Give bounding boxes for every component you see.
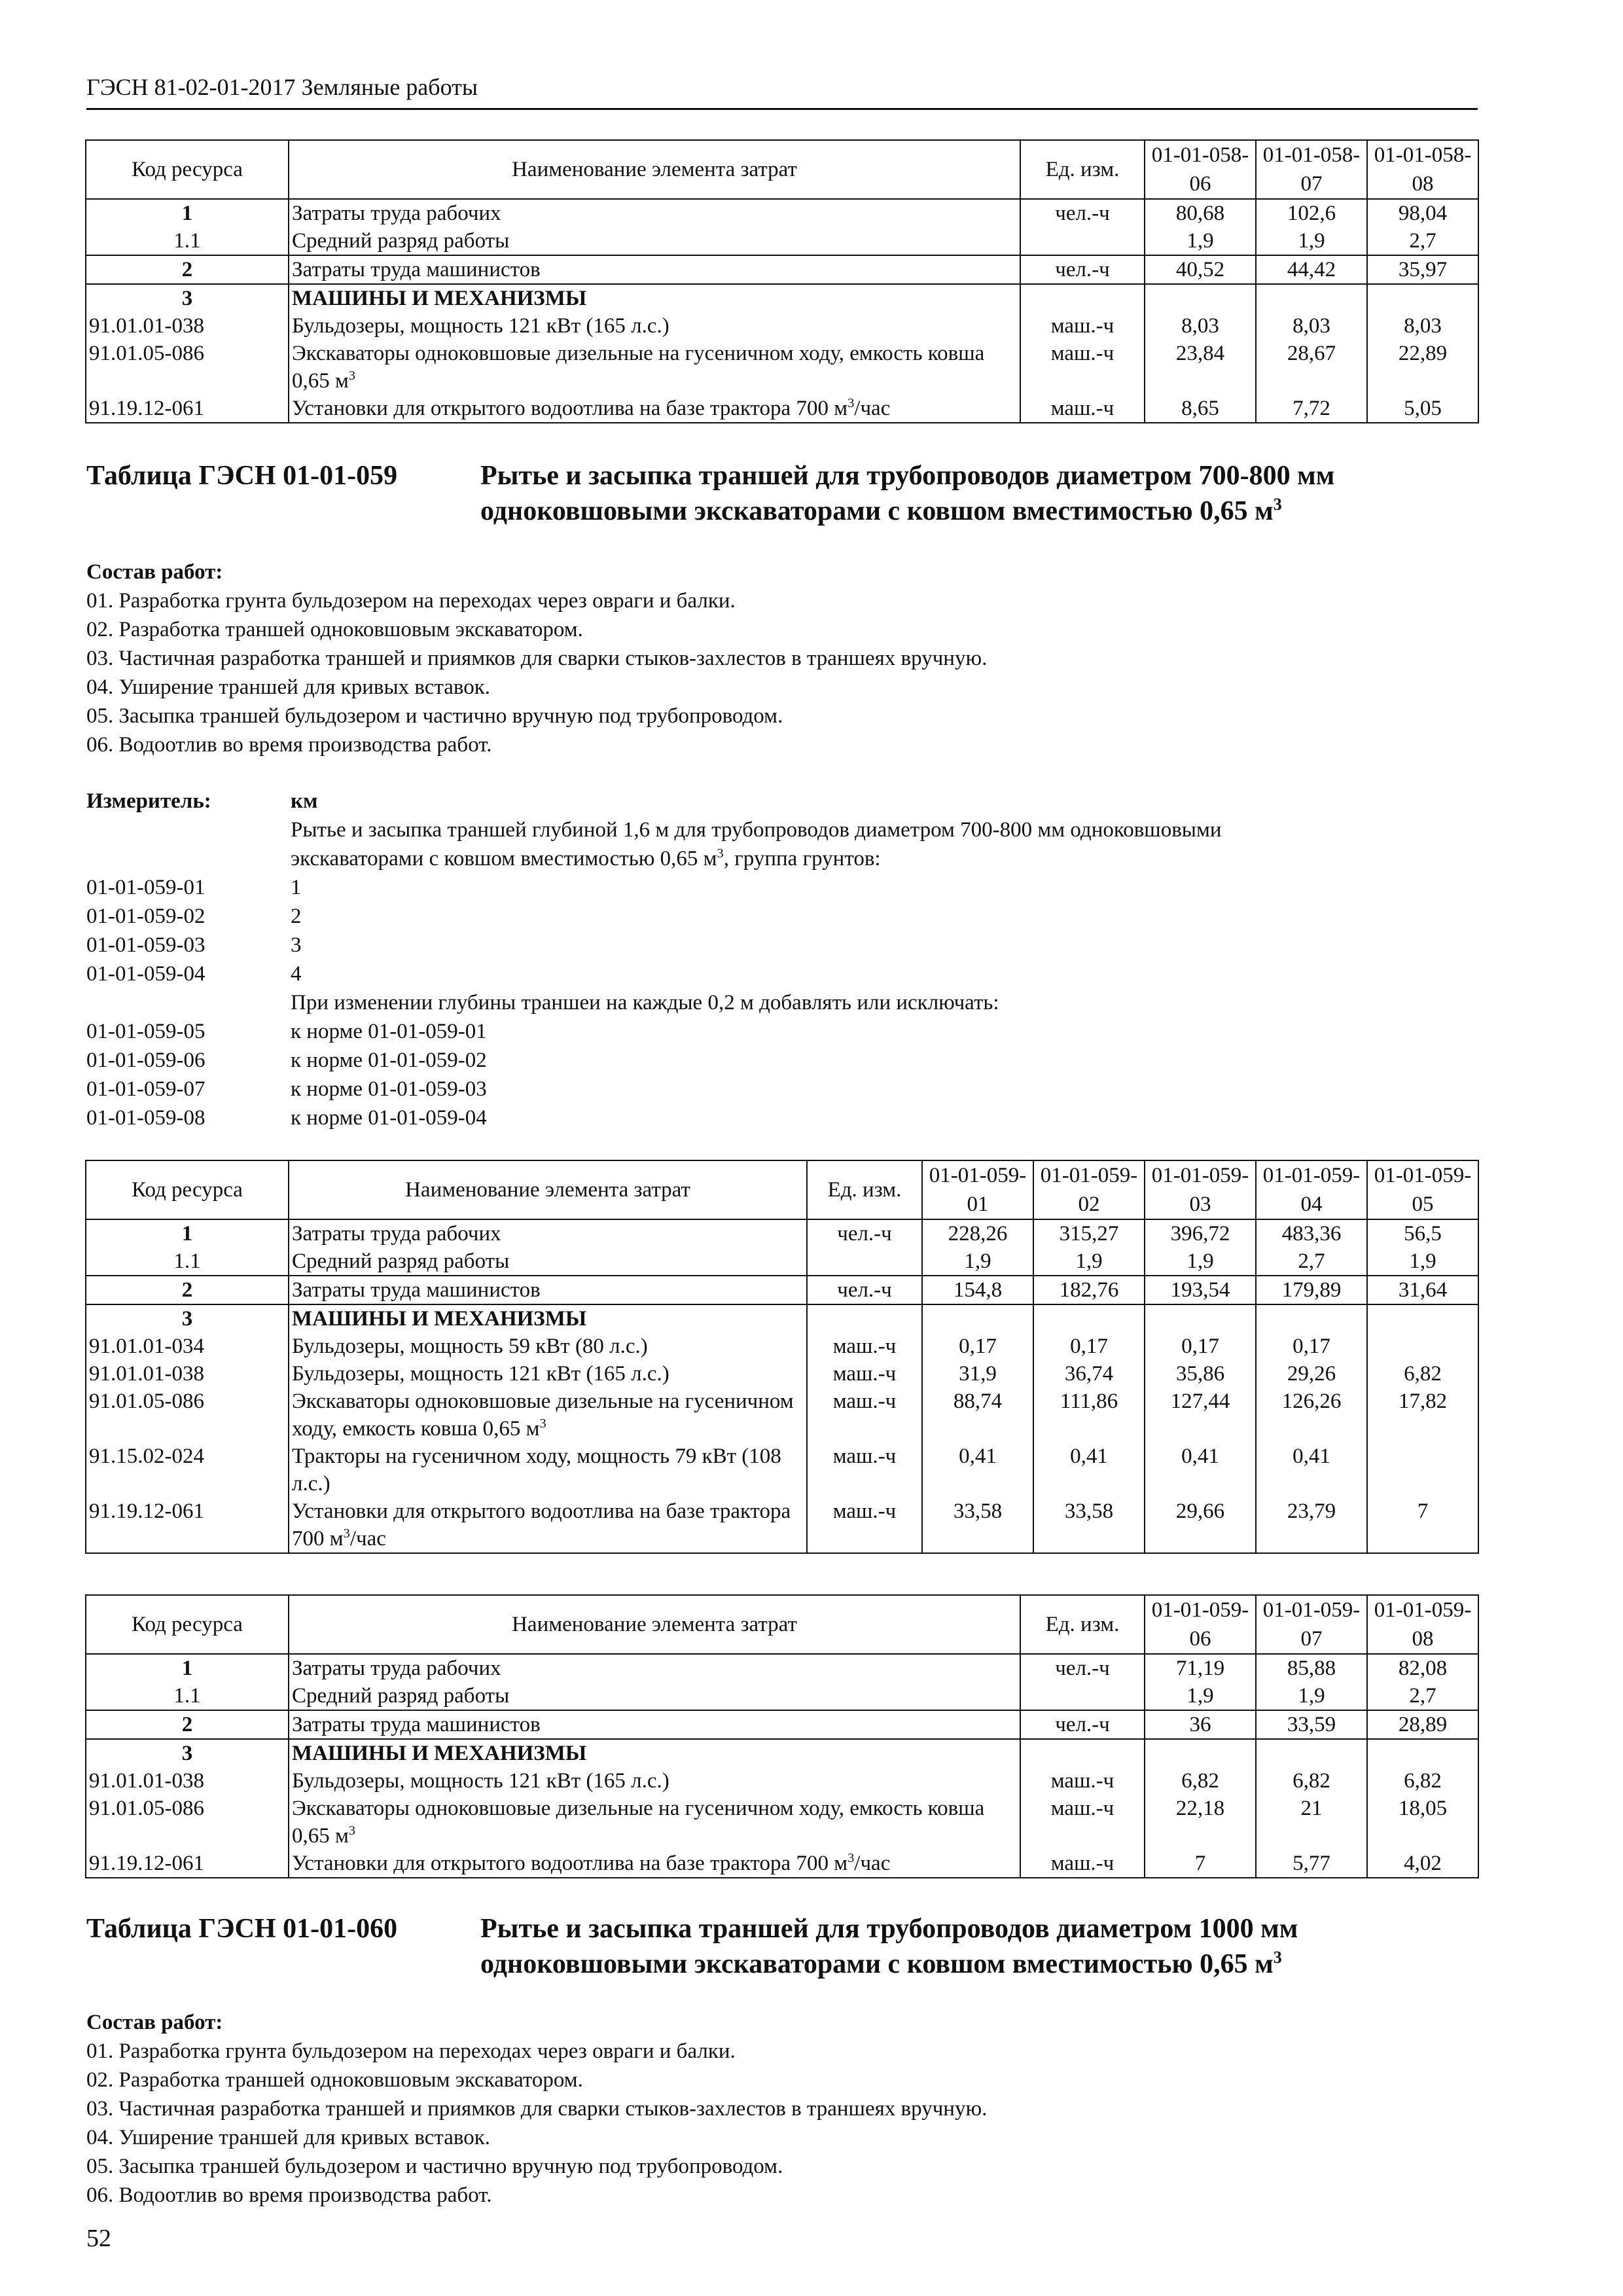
- norm-value: 88,74: [922, 1388, 1033, 1443]
- resource-code: 91.15.02-024: [86, 1443, 289, 1498]
- norm-value: 71,19: [1145, 1654, 1256, 1682]
- norm-value: 31,9: [922, 1360, 1033, 1388]
- resource-unit: чел.-ч: [1020, 255, 1145, 284]
- norm-text: 2: [291, 905, 302, 928]
- resource-unit: маш.-ч: [1020, 1767, 1145, 1795]
- norm-value: 98,04: [1367, 199, 1478, 227]
- resource-code: 1.1: [86, 1682, 289, 1710]
- norm-value: 193,54: [1145, 1276, 1256, 1304]
- table-header-row: [86, 140, 1478, 199]
- resource-code: 1: [86, 1654, 289, 1682]
- works-item: 05. Засыпка траншей бульдозером и частично вручную под трубопроводом.: [86, 704, 783, 728]
- table-row: [86, 1276, 1478, 1304]
- table-body: [86, 1219, 1478, 1553]
- resource-name: Затраты труда машинистов: [289, 1710, 1020, 1739]
- works-item: 06. Водоотлив во время производства работ.: [86, 733, 492, 757]
- norm-value: 0,17: [1256, 1333, 1367, 1360]
- resource-name: Экскаваторы одноковшовые дизельные на гусеничном ходу, емкость ковша 0,65 $м^3$: [289, 340, 1020, 395]
- norm-value: 5,77: [1256, 1850, 1367, 1878]
- norm-code: 01-01-059-08: [86, 1106, 205, 1130]
- norm-value: 35,97: [1367, 255, 1478, 284]
- table-row: [86, 1682, 1478, 1710]
- table-caption: Рытье и засыпка траншей для трубопроводов диаметром 700-800 мм одноковшовыми экскаваторами с ковшом вместимостью 0,65 $м^3$: [480, 461, 1335, 526]
- norm-value: 1,9: [1145, 1247, 1256, 1276]
- table-row: [86, 1247, 1478, 1276]
- resource-unit: [807, 1304, 922, 1333]
- resource-name: Экскаваторы одноковшовые дизельные на гусеничном ходу, емкость ковша 0,65 $м^3$: [289, 1388, 807, 1443]
- resource-name: Затраты труда рабочих: [289, 1654, 1020, 1682]
- norm-text: к норме 01-01-059-03: [291, 1077, 487, 1101]
- works-list-059: [86, 558, 1461, 759]
- resource-name: Экскаваторы одноковшовые дизельные на гусеничном ходу, емкость ковша 0,65 $м^3$: [289, 1795, 1020, 1850]
- norm-value: 7: [1367, 1498, 1478, 1553]
- col-header-unit: Ед. изм.: [807, 1160, 922, 1219]
- norm-value: 0,17: [1033, 1333, 1145, 1360]
- norm-value: 483,36: [1256, 1219, 1367, 1247]
- norm-value: [1256, 1304, 1367, 1333]
- resource-unit: [1020, 1739, 1145, 1767]
- table-row: [86, 1850, 1478, 1878]
- norm-value: 7: [1145, 1850, 1256, 1878]
- norm-value: 22,89: [1367, 340, 1478, 395]
- norm-value: 6,82: [1367, 1360, 1478, 1388]
- col-header-norm: 01-01-059-01: [922, 1160, 1033, 1219]
- norm-value: 33,58: [1033, 1498, 1145, 1553]
- norm-value: 102,6: [1256, 199, 1367, 227]
- norm-value: 2,7: [1367, 1682, 1478, 1710]
- norm-code: 01-01-059-01: [86, 876, 205, 899]
- table-body: [86, 199, 1478, 423]
- meter-unit: км: [291, 789, 318, 813]
- col-header-unit: Ед. изм.: [1020, 1595, 1145, 1654]
- norm-value: 36,74: [1033, 1360, 1145, 1388]
- resource-code: 91.19.12-061: [86, 1850, 289, 1878]
- table-row: [86, 1498, 1478, 1553]
- resource-unit: [1020, 227, 1145, 255]
- table-title-059: [86, 458, 1500, 530]
- norm-value: 315,27: [1033, 1219, 1145, 1247]
- col-header-norm: 01-01-059-08: [1367, 1595, 1478, 1654]
- works-item: 01. Разработка грунта бульдозером на переходах через овраги и балки.: [86, 589, 736, 613]
- table-title-060: [86, 1911, 1500, 1983]
- norm-code: 01-01-059-03: [86, 933, 205, 957]
- table-row: [86, 1304, 1478, 1333]
- norm-value: [1256, 1739, 1367, 1767]
- resource-name: Средний разряд работы: [289, 1682, 1020, 1710]
- works-list-060: [86, 2008, 1461, 2210]
- norm-value: 154,8: [922, 1276, 1033, 1304]
- meter-label: Измеритель:: [86, 789, 211, 813]
- works-heading: Состав работ:: [86, 2011, 223, 2034]
- norm-code: 01-01-059-04: [86, 962, 205, 986]
- norm-value: 396,72: [1145, 1219, 1256, 1247]
- resource-name: Тракторы на гусеничном ходу, мощность 79 кВт (108 л.с.): [289, 1443, 807, 1498]
- running-header: ГЭСН 81-02-01-2017 Земляные работы: [86, 74, 478, 100]
- norm-value: [1367, 1739, 1478, 1767]
- works-item: 03. Частичная разработка траншей и приямков для сварки стыков-захлестов в траншеях вручную.: [86, 647, 988, 670]
- resource-code: 91.01.05-086: [86, 1388, 289, 1443]
- depth-note: При изменении глубины траншеи на каждые 0,2 м добавлять или исключать:: [291, 991, 999, 1014]
- resource-code: 91.01.01-038: [86, 312, 289, 340]
- norm-value: 4,02: [1367, 1850, 1478, 1878]
- norm-value: [1367, 1304, 1478, 1333]
- norm-value: 33,58: [922, 1498, 1033, 1553]
- norm-text: к норме 01-01-059-02: [291, 1049, 487, 1072]
- resource-name: Бульдозеры, мощность 121 кВт (165 л.с.): [289, 312, 1020, 340]
- resource-unit: чел.-ч: [807, 1219, 922, 1247]
- norm-value: 40,52: [1145, 255, 1256, 284]
- norm-value: 1,9: [1367, 1247, 1478, 1276]
- works-item: 02. Разработка траншей одноковшовым экскаватором.: [86, 2068, 583, 2092]
- norm-value: 31,64: [1367, 1276, 1478, 1304]
- resource-code: 91.01.01-034: [86, 1333, 289, 1360]
- norm-value: 44,42: [1256, 255, 1367, 284]
- norm-value: [1033, 1304, 1145, 1333]
- col-header-code: Код ресурса: [86, 1595, 289, 1654]
- resource-unit: [1020, 1682, 1145, 1710]
- norm-value: 23,84: [1145, 340, 1256, 395]
- table-row: [86, 1739, 1478, 1767]
- resource-name: Установки для открытого водоотлива на базе трактора 700 $м^3$/час: [289, 1498, 807, 1553]
- table-row: [86, 1654, 1478, 1682]
- norm-value: 1,9: [1033, 1247, 1145, 1276]
- norm-value: 29,26: [1256, 1360, 1367, 1388]
- table-row: [86, 1767, 1478, 1795]
- col-header-norm: 01-01-059-06: [1145, 1595, 1256, 1654]
- table-row: [86, 255, 1478, 284]
- resource-table-058: [85, 139, 1479, 423]
- works-item: 03. Частичная разработка траншей и приямков для сварки стыков-захлестов в траншеях вручную.: [86, 2097, 988, 2121]
- norm-value: 8,65: [1145, 395, 1256, 423]
- norm-value: 36: [1145, 1710, 1256, 1739]
- works-item: 02. Разработка траншей одноковшовым экскаватором.: [86, 618, 583, 641]
- norm-value: 6,82: [1145, 1767, 1256, 1795]
- norm-value: 6,82: [1256, 1767, 1367, 1795]
- norm-value: 1,9: [922, 1247, 1033, 1276]
- resource-name: Затраты труда машинистов: [289, 1276, 807, 1304]
- norm-value: 0,17: [1145, 1333, 1256, 1360]
- norm-value: 82,08: [1367, 1654, 1478, 1682]
- header-rule: [86, 108, 1478, 110]
- norm-code: 01-01-059-02: [86, 905, 205, 928]
- col-header-norm: 01-01-058-08: [1367, 140, 1478, 199]
- norm-value: 17,82: [1367, 1388, 1478, 1443]
- table-row: [86, 1333, 1478, 1360]
- resource-name: Установки для открытого водоотлива на базе трактора 700 $м^3$/час: [289, 395, 1020, 423]
- resource-name: Средний разряд работы: [289, 227, 1020, 255]
- resource-code: 91.19.12-061: [86, 1498, 289, 1553]
- norm-value: 8,03: [1256, 312, 1367, 340]
- resource-name: МАШИНЫ И МЕХАНИЗМЫ: [289, 1304, 807, 1333]
- norm-value: [1367, 1443, 1478, 1498]
- col-header-name: Наименование элемента затрат: [289, 1160, 807, 1219]
- resource-unit: маш.-ч: [1020, 1850, 1145, 1878]
- table-number: Таблица ГЭСН 01-01-060: [86, 1914, 398, 1944]
- col-header-norm: 01-01-059-07: [1256, 1595, 1367, 1654]
- norm-text: 4: [291, 962, 302, 986]
- resource-name: Затраты труда рабочих: [289, 199, 1020, 227]
- resource-name: МАШИНЫ И МЕХАНИЗМЫ: [289, 284, 1020, 312]
- table-caption: Рытье и засыпка траншей для трубопроводов диаметром 1000 мм одноковшовыми экскаваторами с ковшом вместимостью 0,65 $м^3$: [480, 1914, 1298, 1979]
- resource-name: Затраты труда машинистов: [289, 255, 1020, 284]
- norm-value: [1145, 284, 1256, 312]
- norm-value: [1256, 284, 1367, 312]
- norm-value: [1367, 1333, 1478, 1360]
- resource-unit: [807, 1247, 922, 1276]
- resource-name: Затраты труда рабочих: [289, 1219, 807, 1247]
- resource-name: Бульдозеры, мощность 121 кВт (165 л.с.): [289, 1767, 1020, 1795]
- col-header-norm: 01-01-059-02: [1033, 1160, 1145, 1219]
- resource-code: 1.1: [86, 1247, 289, 1276]
- resource-unit: чел.-ч: [1020, 1654, 1145, 1682]
- resource-name: Бульдозеры, мощность 59 кВт (80 л.с.): [289, 1333, 807, 1360]
- norm-value: 0,41: [922, 1443, 1033, 1498]
- norm-value: 80,68: [1145, 199, 1256, 227]
- resource-code: 91.19.12-061: [86, 395, 289, 423]
- norm-value: 35,86: [1145, 1360, 1256, 1388]
- norm-value: 179,89: [1256, 1276, 1367, 1304]
- page-number: 52: [86, 2225, 111, 2252]
- resource-code: 2: [86, 255, 289, 284]
- resource-unit: маш.-ч: [807, 1333, 922, 1360]
- norm-value: 1,9: [1145, 227, 1256, 255]
- resource-code: 3: [86, 1739, 289, 1767]
- col-header-norm: 01-01-059-04: [1256, 1160, 1367, 1219]
- norm-text: к норме 01-01-059-01: [291, 1020, 487, 1043]
- meter-description: Рытье и засыпка траншей глубиной 1,6 м для трубопроводов диаметром 700-800 мм одноковшовыми: [291, 818, 1222, 842]
- norm-value: 2,7: [1367, 227, 1478, 255]
- resource-unit: чел.-ч: [1020, 199, 1145, 227]
- table-header-row: [86, 1160, 1478, 1219]
- norm-value: 21: [1256, 1795, 1367, 1850]
- table-body: [86, 1654, 1478, 1878]
- resource-code: 1: [86, 199, 289, 227]
- resource-name: Установки для открытого водоотлива на базе трактора 700 $м^3$/час: [289, 1850, 1020, 1878]
- norm-value: 182,76: [1033, 1276, 1145, 1304]
- works-item: 04. Уширение траншей для кривых вставок.: [86, 2126, 491, 2149]
- table-row: [86, 340, 1478, 395]
- norm-value: 22,18: [1145, 1795, 1256, 1850]
- works-item: 04. Уширение траншей для кривых вставок.: [86, 675, 491, 699]
- table-row: [86, 1388, 1478, 1443]
- table-row: [86, 1710, 1478, 1739]
- norm-value: 18,05: [1367, 1795, 1478, 1850]
- resource-unit: маш.-ч: [807, 1388, 922, 1443]
- norm-value: 111,86: [1033, 1388, 1145, 1443]
- norm-value: 0,41: [1033, 1443, 1145, 1498]
- norm-value: 56,5: [1367, 1219, 1478, 1247]
- resource-unit: маш.-ч: [807, 1360, 922, 1388]
- works-item: 01. Разработка грунта бульдозером на переходах через овраги и балки.: [86, 2039, 736, 2063]
- norm-value: 1,9: [1145, 1682, 1256, 1710]
- resource-code: 91.01.05-086: [86, 1795, 289, 1850]
- resource-code: 3: [86, 1304, 289, 1333]
- resource-code: 2: [86, 1276, 289, 1304]
- norm-value: 29,66: [1145, 1498, 1256, 1553]
- norm-text: 3: [291, 933, 302, 957]
- norm-code: 01-01-059-07: [86, 1077, 205, 1101]
- table-row: [86, 1443, 1478, 1498]
- table-row: [86, 395, 1478, 423]
- resource-code: 91.01.05-086: [86, 340, 289, 395]
- col-header-norm: 01-01-059-05: [1367, 1160, 1478, 1219]
- resource-unit: чел.-ч: [1020, 1710, 1145, 1739]
- col-header-norm: 01-01-059-03: [1145, 1160, 1256, 1219]
- resource-table-059-a: [85, 1160, 1479, 1554]
- norm-value: 7,72: [1256, 395, 1367, 423]
- resource-unit: маш.-ч: [807, 1498, 922, 1553]
- norm-value: 6,82: [1367, 1767, 1478, 1795]
- table-row: [86, 1795, 1478, 1850]
- resource-unit: маш.-ч: [1020, 312, 1145, 340]
- col-header-name: Наименование элемента затрат: [289, 1595, 1020, 1654]
- table-row: [86, 227, 1478, 255]
- norm-value: 127,44: [1145, 1388, 1256, 1443]
- table-header-row: [86, 1595, 1478, 1654]
- norm-code: 01-01-059-06: [86, 1049, 205, 1072]
- table-row: [86, 1219, 1478, 1247]
- norm-value: 28,89: [1367, 1710, 1478, 1739]
- meter-description: экскаваторами с ковшом вместимостью 0,65 $м^3$, группа грунтов:: [291, 846, 881, 870]
- norm-value: 28,67: [1256, 340, 1367, 395]
- resource-unit: маш.-ч: [1020, 1795, 1145, 1850]
- norm-value: 85,88: [1256, 1654, 1367, 1682]
- norm-code: 01-01-059-05: [86, 1020, 205, 1043]
- resource-code: 91.01.01-038: [86, 1360, 289, 1388]
- norm-value: 0,17: [922, 1333, 1033, 1360]
- table-row: [86, 1360, 1478, 1388]
- norm-value: [1145, 1304, 1256, 1333]
- norm-value: 126,26: [1256, 1388, 1367, 1443]
- norm-value: 1,9: [1256, 227, 1367, 255]
- resource-code: 91.01.01-038: [86, 1767, 289, 1795]
- resource-code: 1.1: [86, 227, 289, 255]
- col-header-norm: 01-01-058-07: [1256, 140, 1367, 199]
- norm-value: 2,7: [1256, 1247, 1367, 1276]
- norm-text: 1: [291, 876, 302, 899]
- norm-value: 0,41: [1256, 1443, 1367, 1498]
- norm-text: к норме 01-01-059-04: [291, 1106, 487, 1130]
- meter-block-059: [86, 787, 1461, 1132]
- resource-code: 2: [86, 1710, 289, 1739]
- norm-value: 228,26: [922, 1219, 1033, 1247]
- norm-value: 8,03: [1367, 312, 1478, 340]
- resource-unit: маш.-ч: [807, 1443, 922, 1498]
- resource-unit: маш.-ч: [1020, 340, 1145, 395]
- col-header-name: Наименование элемента затрат: [289, 140, 1020, 199]
- resource-code: 3: [86, 284, 289, 312]
- norm-value: [1367, 284, 1478, 312]
- table-row: [86, 199, 1478, 227]
- resource-unit: маш.-ч: [1020, 395, 1145, 423]
- norm-value: 33,59: [1256, 1710, 1367, 1739]
- norm-value: 23,79: [1256, 1498, 1367, 1553]
- resource-unit: [1020, 284, 1145, 312]
- works-item: 06. Водоотлив во время производства работ.: [86, 2183, 492, 2207]
- resource-name: Средний разряд работы: [289, 1247, 807, 1276]
- works-item: 05. Засыпка траншей бульдозером и частично вручную под трубопроводом.: [86, 2155, 783, 2178]
- norm-value: 1,9: [1256, 1682, 1367, 1710]
- col-header-unit: Ед. изм.: [1020, 140, 1145, 199]
- norm-value: [1145, 1739, 1256, 1767]
- col-header-norm: 01-01-058-06: [1145, 140, 1256, 199]
- norm-value: [922, 1304, 1033, 1333]
- resource-name: Бульдозеры, мощность 121 кВт (165 л.с.): [289, 1360, 807, 1388]
- col-header-code: Код ресурса: [86, 1160, 289, 1219]
- norm-value: 0,41: [1145, 1443, 1256, 1498]
- table-number: Таблица ГЭСН 01-01-059: [86, 461, 398, 491]
- resource-table-059-b: [85, 1594, 1479, 1878]
- resource-unit: чел.-ч: [807, 1276, 922, 1304]
- table-row: [86, 284, 1478, 312]
- works-heading: Состав работ:: [86, 560, 223, 584]
- col-header-code: Код ресурса: [86, 140, 289, 199]
- table-row: [86, 312, 1478, 340]
- resource-code: 1: [86, 1219, 289, 1247]
- norm-value: 8,03: [1145, 312, 1256, 340]
- resource-name: МАШИНЫ И МЕХАНИЗМЫ: [289, 1739, 1020, 1767]
- norm-value: 5,05: [1367, 395, 1478, 423]
